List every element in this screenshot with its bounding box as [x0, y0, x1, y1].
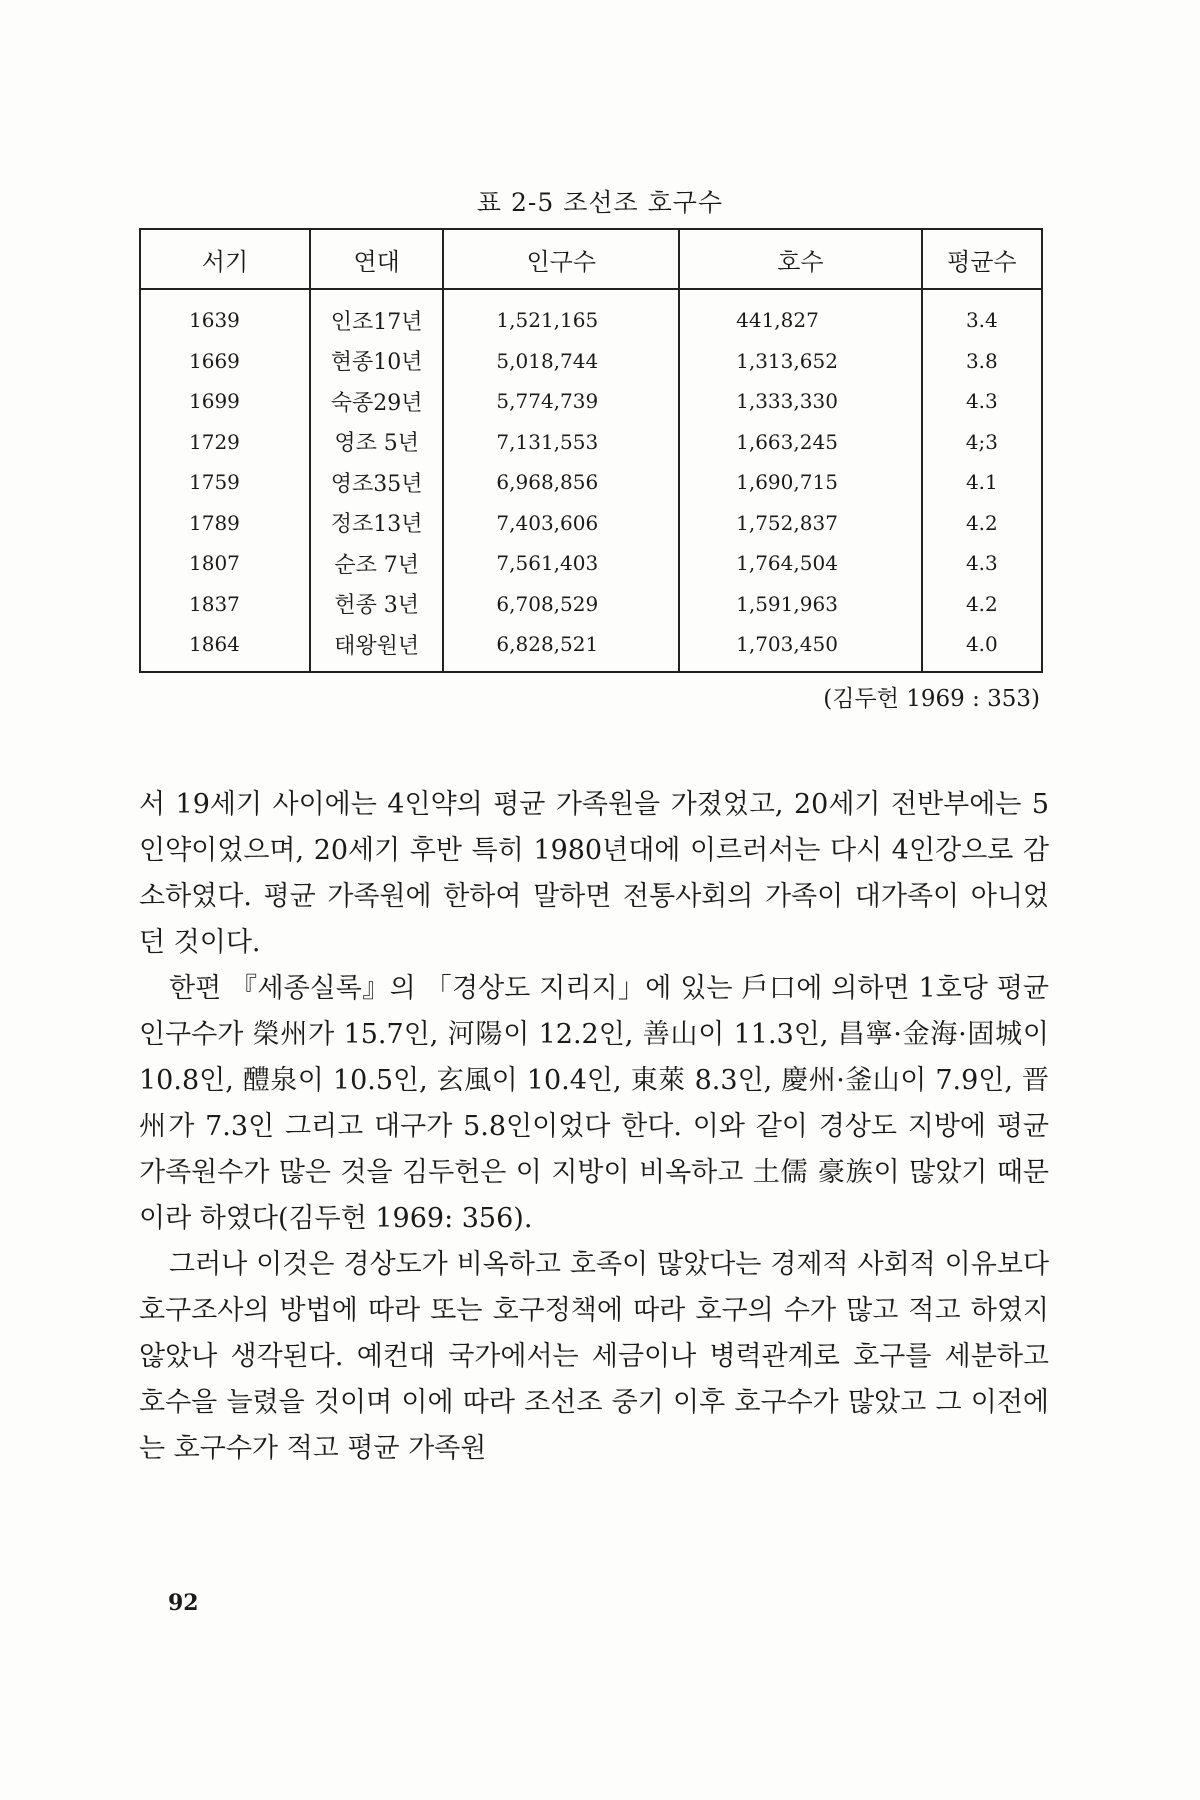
cell-population: 5,018,744	[443, 341, 679, 382]
table-row	[140, 584, 1042, 625]
cell-era: 현종10년	[310, 341, 443, 382]
cell-average: 4.2	[922, 503, 1042, 544]
cell-year: 1837	[189, 591, 240, 616]
cell-households: 441,827	[679, 289, 922, 341]
cell-households: 1,663,245	[679, 422, 922, 463]
cell-era: 영조 5년	[310, 422, 443, 463]
cell-households: 1,703,450	[679, 624, 922, 672]
cell-average: 4.3	[922, 381, 1042, 422]
cell-households: 1,591,963	[679, 584, 922, 625]
page-number: 92	[168, 1590, 199, 1616]
cell-year: 1729	[189, 429, 240, 454]
cell-population: 6,708,529	[443, 584, 679, 625]
table-source-citation: (김두헌 1969 : 353)	[823, 686, 1040, 712]
cell-average: 4.0	[922, 624, 1042, 672]
cell-population: 6,968,856	[443, 462, 679, 503]
cell-average: 4.1	[922, 462, 1042, 503]
header-population: 인구수	[443, 229, 679, 289]
cell-year: 1639	[189, 308, 240, 333]
household-table	[139, 228, 1043, 673]
cell-average: 4.2	[922, 584, 1042, 625]
table-row	[140, 462, 1042, 503]
cell-households: 1,764,504	[679, 543, 922, 584]
cell-era: 인조17년	[310, 289, 443, 341]
table-header-row	[140, 229, 1042, 289]
table-row	[140, 624, 1042, 672]
table-row	[140, 503, 1042, 544]
body-text	[139, 782, 1049, 1472]
cell-year: 1699	[189, 389, 240, 414]
cell-average: 4;3	[922, 422, 1042, 463]
cell-year: 1807	[189, 551, 240, 576]
table-caption: 표 2-5 조선조 호구수	[476, 188, 724, 217]
cell-average: 4.3	[922, 543, 1042, 584]
cell-era: 영조35년	[310, 462, 443, 503]
cell-population: 7,561,403	[443, 543, 679, 584]
cell-population: 6,828,521	[443, 624, 679, 672]
header-households: 호수	[679, 229, 922, 289]
cell-era: 정조13년	[310, 503, 443, 544]
cell-population: 7,403,606	[443, 503, 679, 544]
body-paragraph: 그러나 이것은 경상도가 비옥하고 호족이 많았다는 경제적 사회적 이유보다 호구조사의 방법에 따라 또는 호구정책에 따라 호구의 수가 많고 적고 하였지 않았나 생각된다. 예컨대 국가에서는 세금이나 병력관계로 호구를 세분하고 호수을 늘렸을 것이며 이에 따라 조선조 중기 이후 호구수가 많았고 그 이전에는 호구수가 적고 평균 가족원	[139, 1249, 1049, 1464]
cell-households: 1,313,652	[679, 341, 922, 382]
cell-households: 1,752,837	[679, 503, 922, 544]
cell-year: 1759	[189, 470, 240, 495]
table-row	[140, 422, 1042, 463]
header-year: 서기	[140, 229, 310, 289]
cell-population: 7,131,553	[443, 422, 679, 463]
body-paragraph: 한편 『세종실록』의 「경상도 지리지」에 있는 戶口에 의하면 1호당 평균 인구수가 榮州가 15.7인, 河陽이 12.2인, 善山이 11.3인, 昌寧·金海·固城이 10.8인, 醴泉이 10.5인, 玄風이 10.4인, 東萊 8.3인, 慶州·釜山이 7.9인, 晋州가 7.3인 그리고 대구가 5.8인이었다 한다. 이와 같이 경상도 지방에 평균 가족원수가 많은 것을 김두헌은 이 지방이 비옥하고 土儒 豪族이 많았기 때문이라 하였다(김두헌 1969: 356).	[139, 973, 1049, 1234]
body-paragraph: 서 19세기 사이에는 4인약의 평균 가족원을 가졌었고, 20세기 전반부에는 5인약이었으며, 20세기 후반 특히 1980년대에 이르러서는 다시 4인강으로 감소하였다. 평균 가족원에 한하여 말하면 전통사회의 가족이 대가족이 아니었던 것이다.	[139, 789, 1049, 958]
cell-households: 1,690,715	[679, 462, 922, 503]
cell-year: 1669	[189, 348, 240, 373]
cell-era: 숙종29년	[310, 381, 443, 422]
table-row	[140, 289, 1042, 341]
cell-era: 헌종 3년	[310, 584, 443, 625]
cell-average: 3.4	[922, 289, 1042, 341]
cell-era: 순조 7년	[310, 543, 443, 584]
cell-year: 1864	[189, 632, 240, 657]
cell-era: 태왕원년	[310, 624, 443, 672]
table-row	[140, 341, 1042, 382]
cell-households: 1,333,330	[679, 381, 922, 422]
header-average: 평균수	[922, 229, 1042, 289]
header-era: 연대	[310, 229, 443, 289]
cell-population: 5,774,739	[443, 381, 679, 422]
cell-year: 1789	[189, 510, 240, 535]
table-row	[140, 381, 1042, 422]
cell-average: 3.8	[922, 341, 1042, 382]
table-row	[140, 543, 1042, 584]
cell-population: 1,521,165	[443, 289, 679, 341]
